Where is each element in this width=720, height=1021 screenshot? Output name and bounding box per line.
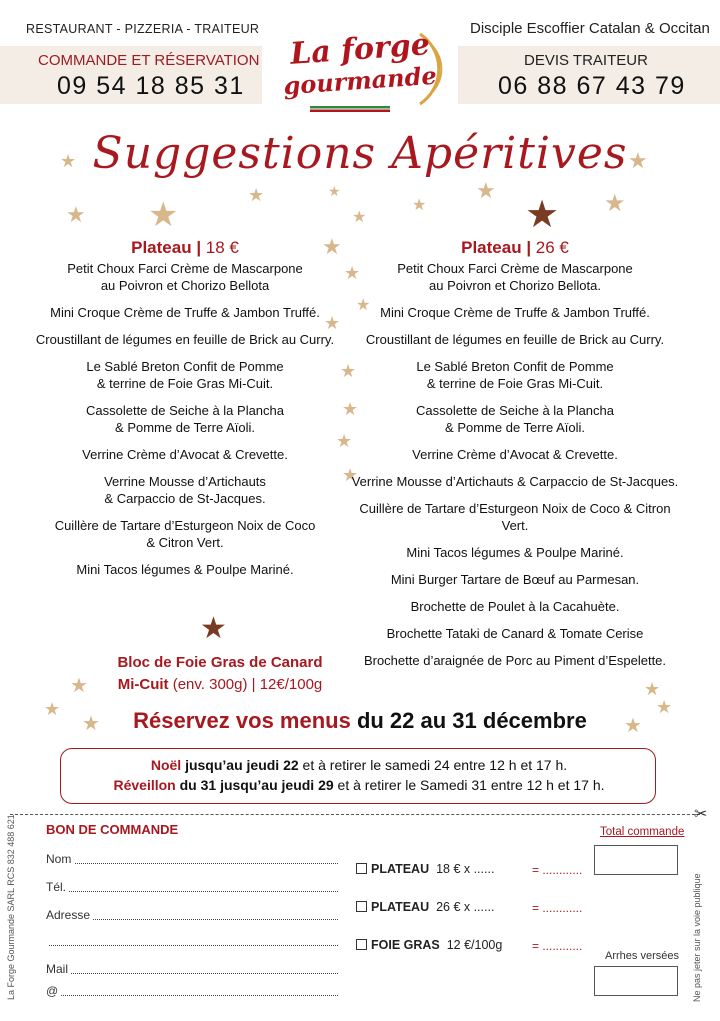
caterer-quote-label: DEVIS TRAITEUR xyxy=(524,52,648,69)
star-icon: ★ xyxy=(66,202,86,227)
at-label: @ xyxy=(46,984,61,998)
logo-line-2: gourmande xyxy=(282,60,438,101)
escoffier-tagline: Disciple Escoffier Catalan & Occitan xyxy=(470,20,710,37)
reservation-banner xyxy=(0,708,720,737)
star-icon: ★ xyxy=(248,185,265,205)
star-icon: ★ xyxy=(44,699,61,719)
address-field[interactable] xyxy=(46,908,338,922)
plateau_26-item: Brochette d’araignée de Porc au Piment d’Espelette. xyxy=(363,653,667,668)
total-order-label: Total commande xyxy=(600,826,685,838)
plateau_26-item: Mini Tacos légumes & Poulpe Mariné. xyxy=(406,545,624,560)
plateau-26-column xyxy=(350,238,680,679)
order-phone[interactable]: 09 54 18 85 31 xyxy=(57,72,245,100)
plateau_26-item: Verrine Crème d’Avocat & Crevette. xyxy=(412,447,618,462)
star-icon: ★ xyxy=(412,197,427,214)
header xyxy=(0,0,720,108)
star-icon: ★ xyxy=(70,675,88,697)
star-icon: ★ xyxy=(336,431,353,451)
scissors-icon: ✂ xyxy=(694,806,708,823)
plateau-26-total[interactable]: = ............ xyxy=(532,901,583,915)
plateau-18-name: Plateau xyxy=(131,238,192,257)
plateau-18-heading: Plateau | 18 € xyxy=(131,238,239,257)
address-field-line-2[interactable] xyxy=(46,934,338,948)
total-order-box[interactable] xyxy=(594,845,678,875)
plateau_18-item: Croustillant de légumes en feuille de Brick au Curry. xyxy=(35,332,335,347)
address-label-2 xyxy=(46,934,49,948)
name-field[interactable] xyxy=(46,852,338,866)
reveillon-label: Réveillon xyxy=(113,777,176,793)
foie-gras-cuisson: Mi-Cuit xyxy=(117,676,169,693)
plateau-18-order-name: PLATEAU xyxy=(371,862,430,876)
reservation-dates: du 22 au 31 décembre xyxy=(350,708,587,733)
plateau_18-item: Mini Tacos légumes & Poulpe Mariné. xyxy=(76,562,294,577)
foie-gras-order-name: FOIE GRAS xyxy=(371,938,440,952)
phone-field[interactable] xyxy=(46,880,338,894)
star-icon: ★ xyxy=(322,234,342,259)
plateau-18-total[interactable]: = ............ xyxy=(532,863,583,877)
plateau-26-checkbox[interactable] xyxy=(356,901,367,912)
plateau_18-item: Cassolette de Seiche à la Plancha & Pomme de Terre Aïoli. xyxy=(85,403,284,435)
plateau_26-item: Mini Burger Tartare de Bœuf au Parmesan. xyxy=(390,572,640,587)
email-domain-field[interactable] xyxy=(46,984,338,998)
noel-pickup: et à retirer le samedi 24 entre 12 h et 17 h. xyxy=(298,757,568,773)
plateau-18-order-qty: 18 € x ...... xyxy=(436,862,495,876)
order-reservation-label: COMMANDE ET RÉSERVATION xyxy=(38,52,260,69)
page-title: Suggestions Apéritives xyxy=(92,128,628,179)
plateau-26-heading: Plateau | 26 € xyxy=(461,238,569,257)
cut-line xyxy=(10,814,700,815)
foie-gras-order-price: 12 €/100g xyxy=(446,938,503,952)
plateau_18-item: Verrine Mousse d’Artichauts & Carpaccio de St-Jacques. xyxy=(104,474,266,506)
reveillon-line xyxy=(61,777,657,793)
star-icon: ★ xyxy=(644,679,661,699)
plateau-26-items xyxy=(350,260,680,669)
logo xyxy=(270,14,450,114)
reveillon-pickup: et à retirer le Samedi 31 entre 12 h et 17 h. xyxy=(333,777,605,793)
star-icon: ★ xyxy=(148,196,179,234)
plateau-26-name: Plateau xyxy=(461,238,522,257)
star-icon: ★ xyxy=(200,612,227,645)
foie-gras-price: | 12€/100g xyxy=(251,676,323,693)
plateau_26-item: Mini Croque Crème de Truffe & Jambon Truffé. xyxy=(380,305,650,320)
star-icon: ★ xyxy=(328,183,341,199)
star-icon: ★ xyxy=(628,148,648,173)
star-icon: ★ xyxy=(342,465,359,485)
deposit-label: Arrhes versées xyxy=(605,950,679,962)
plateau_26-item: Cassolette de Seiche à la Plancha & Pomme de Terre Aïoli. xyxy=(415,403,614,435)
legal-left xyxy=(6,814,26,1010)
order-plateau-26[interactable] xyxy=(356,900,494,914)
star-icon: ★ xyxy=(624,715,642,737)
mail-field[interactable] xyxy=(46,962,338,976)
order-foie-gras[interactable] xyxy=(356,938,502,952)
star-icon: ★ xyxy=(476,178,496,203)
plateau-18-column xyxy=(20,234,353,588)
order-plateau-18[interactable] xyxy=(356,862,494,876)
plateau_26-item: Le Sablé Breton Confit de Pomme & terrine de Foie Gras Mi-Cuit. xyxy=(416,359,614,391)
phone-label: Tél. xyxy=(46,880,69,894)
foie-gras-total[interactable]: = ............ xyxy=(532,939,583,953)
plateau_26-item: Petit Choux Farci Crème de Mascarpone au Poivron et Chorizo Bellota. xyxy=(397,261,633,293)
name-label: Nom xyxy=(46,852,74,866)
plateau_18-item: Verrine Crème d’Avocat & Crevette. xyxy=(82,447,288,462)
plateau_18-item: Mini Croque Crème de Truffe & Jambon Truffé. xyxy=(50,305,320,320)
star-icon: ★ xyxy=(344,263,361,283)
address-label: Adresse xyxy=(46,908,93,922)
star-icon: ★ xyxy=(340,361,357,381)
noel-line xyxy=(61,757,657,773)
plateau-26-order-name: PLATEAU xyxy=(371,900,430,914)
plateau-18-checkbox[interactable] xyxy=(356,863,367,874)
star-icon: ★ xyxy=(525,194,560,236)
deposit-box[interactable] xyxy=(594,966,678,996)
legal-right xyxy=(692,872,712,1012)
star-icon: ★ xyxy=(342,399,359,419)
pickup-dates-box xyxy=(60,748,656,804)
star-icon: ★ xyxy=(324,313,341,333)
plateau_26-item: Cuillère de Tartare d’Esturgeon Noix de Coco & Citron Vert. xyxy=(359,501,671,533)
plateau_18-item: Petit Choux Farci Crème de Mascarpone au Poivron et Chorizo Bellota xyxy=(67,261,303,293)
star-icon: ★ xyxy=(352,209,367,226)
foie-gras-details xyxy=(60,674,380,696)
star-icon: ★ xyxy=(604,190,626,217)
reveillon-deadline: du 31 jusqu’au jeudi 29 xyxy=(175,777,334,793)
foie-gras-title: Bloc de Foie Gras de Canard xyxy=(117,654,323,671)
company-registration: La Forge Gourmande SARL RCS 832 488 621 xyxy=(6,814,16,1000)
plateau-18-price: 18 € xyxy=(205,238,239,257)
plateau_18-item: Cuillère de Tartare d’Esturgeon Noix de Coco & Citron Vert. xyxy=(54,518,316,550)
plateau-26-order-qty: 26 € x ...... xyxy=(436,900,495,914)
plateau_26-item: Croustillant de légumes en feuille de Brick au Curry. xyxy=(365,332,665,347)
noel-deadline: jusqu’au jeudi 22 xyxy=(181,757,299,773)
star-icon: ★ xyxy=(656,697,673,717)
do-not-litter-notice: Ne pas jeter sur la voie publique xyxy=(692,873,702,1002)
plateau-26-price: 26 € xyxy=(535,238,569,257)
plateau_18-item: Le Sablé Breton Confit de Pomme & terrine de Foie Gras Mi-Cuit. xyxy=(86,359,284,391)
restaurant-tagline: RESTAURANT - PIZZERIA - TRAITEUR xyxy=(26,22,260,36)
noel-label: Noël xyxy=(150,757,182,773)
star-icon: ★ xyxy=(356,297,371,314)
star-icon: ★ xyxy=(60,151,77,171)
star-icon: ★ xyxy=(82,713,100,735)
logo-line-1: La forge xyxy=(289,27,431,72)
order-form-title: BON DE COMMANDE xyxy=(46,822,179,837)
plateau-18-items xyxy=(20,260,353,578)
caterer-phone[interactable]: 06 88 67 43 79 xyxy=(498,72,686,100)
reservation-call: Réservez vos menus xyxy=(133,708,351,733)
plateau_26-item: Brochette Tataki de Canard & Tomate Cerise xyxy=(386,626,644,641)
foie-gras-offer xyxy=(60,652,380,696)
foie-gras-weight: (env. 300g) xyxy=(168,676,252,693)
plateau_26-item: Brochette de Poulet à la Cacahuète. xyxy=(410,599,620,614)
foie-gras-checkbox[interactable] xyxy=(356,939,367,950)
plateau_26-item: Verrine Mousse d’Artichauts & Carpaccio de St-Jacques. xyxy=(351,474,679,489)
mail-label: Mail xyxy=(46,962,71,976)
